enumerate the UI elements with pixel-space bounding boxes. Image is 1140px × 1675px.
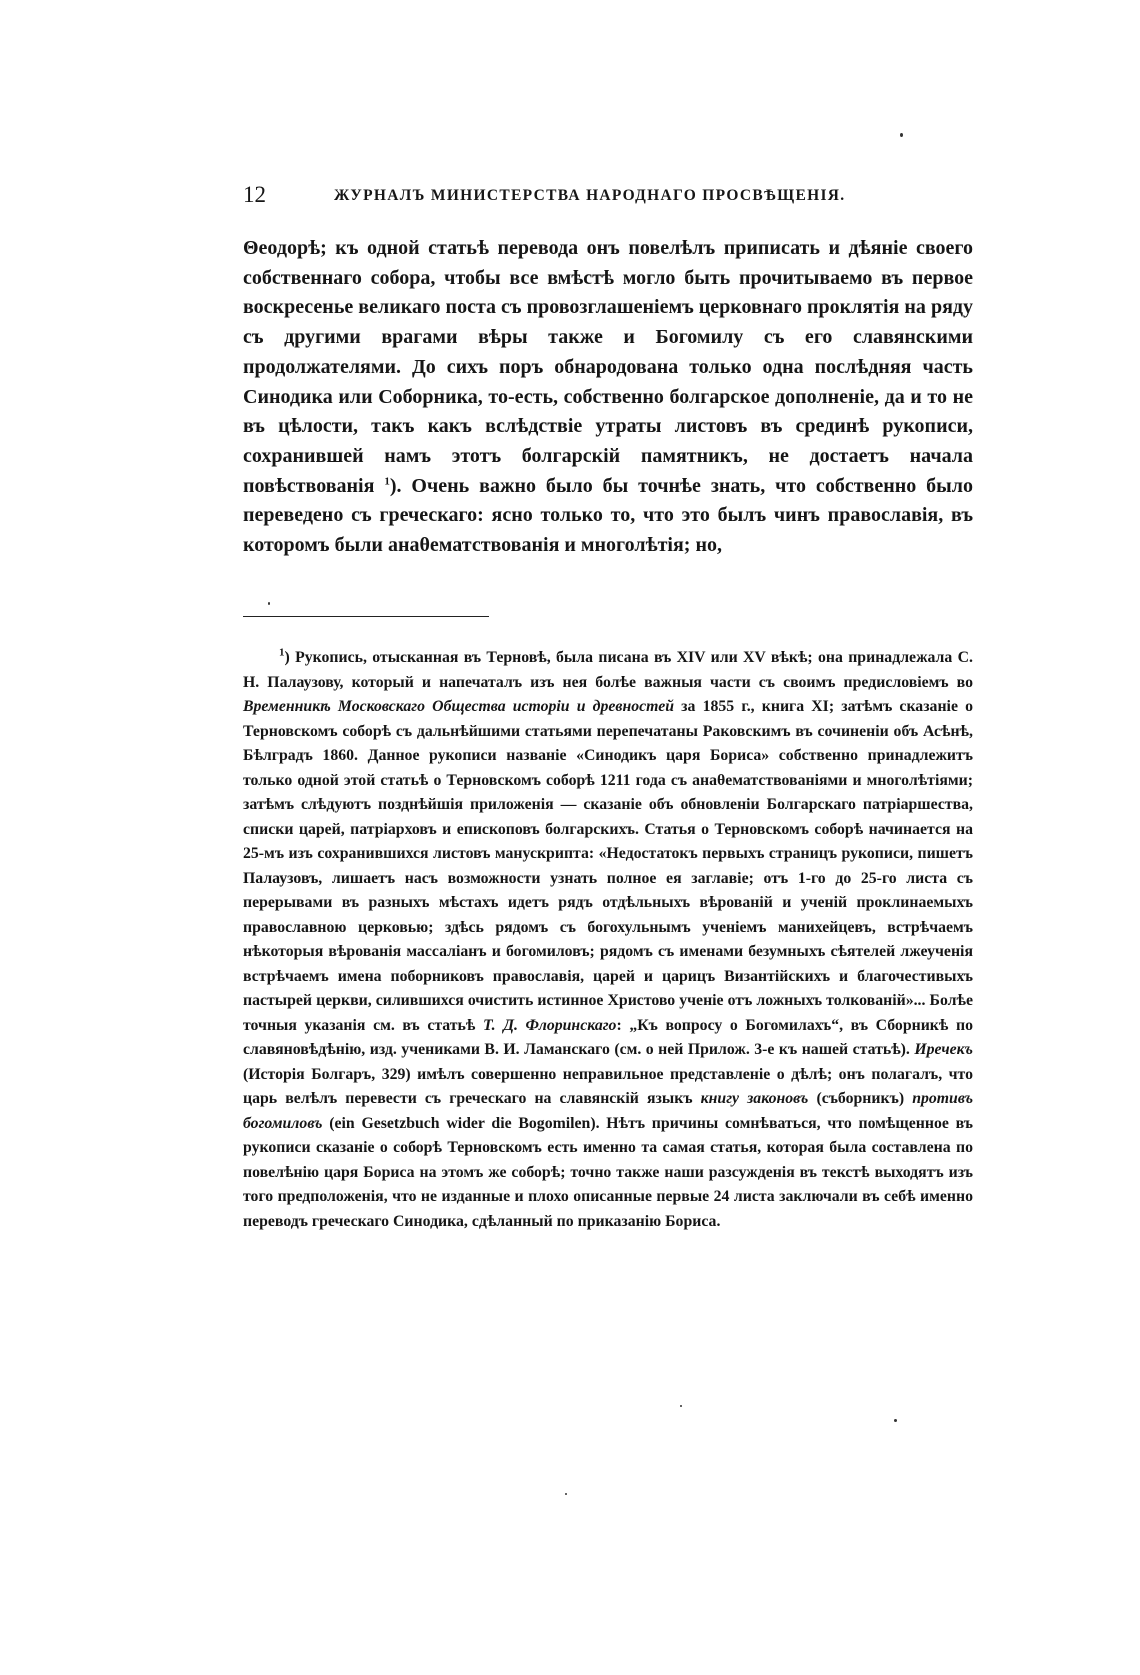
footnote-segment-italic: противъ богомиловъ xyxy=(243,1090,974,1132)
footnote-segment: (Исторія Болгаръ, 329) имѣлъ совершенно неправильное представленіе о дѣлѣ; онъ полагалъ, что царь велѣлъ перевести съ греческаго на славянскій языкъ xyxy=(243,1065,973,1107)
journal-title: ЖУРНАЛЪ МИНИСТЕРСТВА НАРОДНАГО ПРОСВѢЩЕНІЯ. xyxy=(334,187,846,204)
body-text: Θеодорѣ; къ одной статьѣ перевода онъ повелѣлъ приписать и дѣяніе своего собственнаго собора, чтобы все вмѣстѣ могло быть прочитываемо въ первое воскресенье великаго поста съ провозглашеніемъ церковнаго проклятія на ряду съ другими врагами вѣры также и Богомилу съ его славянскими продолжателями. До сихъ поръ обнародована только одна послѣдняя часть Синодика или Соборника, то-есть, собственно болгарское дополненіе, да и то не въ цѣлости, такъ какъ вслѣдствіе утраты листовъ въ срединѣ рукописи, сохранившей намъ этотъ болгарскій памятникъ, не достаетъ начала повѣствованія xyxy=(243,237,973,497)
footnote-reference: 1 xyxy=(384,474,390,487)
footnote-segment-italic: Т. Д. Флоринскаго xyxy=(483,1016,617,1034)
footnote-text xyxy=(243,646,973,1234)
footnote-segment-italic: Временникѣ Московскаго Общества исторіи и древностей xyxy=(243,698,675,715)
main-paragraph xyxy=(243,234,973,561)
footnote-segment: ) Рукопись, отысканная въ Терновѣ, была писана въ XIV или XV вѣкѣ; она принадлежала С. Н. Палаузову, который и напечаталъ изъ нея болѣе важныя части съ своимъ предисловіемъ во xyxy=(243,649,973,691)
main-paragraph-text xyxy=(243,234,973,561)
footnote xyxy=(243,646,973,1234)
scan-speck xyxy=(900,133,903,137)
running-header xyxy=(243,182,973,212)
footnote-segment: (ein Gesetzbuch wider die Bogomilen). Нѣтъ причины сомнѣваться, что помѣщенное въ рукописи сказаніе о соборѣ Терновскомъ есть именно та самая статья, которая была составлена по повелѣнію царя Бориса на этомъ же соборѣ; точно также наши разсужденія въ текстѣ выходятъ изъ того предположенія, что не изданные и плохо описанные первые 24 листа заключали въ себѣ именно переводъ греческаго Синодика, сдѣланный по приказанію Бориса. xyxy=(243,1114,973,1230)
scan-speck xyxy=(680,1405,682,1407)
footnote-segment: (съборникъ) xyxy=(808,1090,913,1107)
footnote-segment-italic: книгу законовъ xyxy=(700,1090,809,1107)
footnote-segment: : „Къ вопросу о Богомилахъ“, въ Сборникѣ по славяновѣдѣнію, изд. учениками В. И. Ламанскаго (см. о ней Прилож. 3-е къ нашей статьѣ). xyxy=(243,1016,973,1058)
footnote-segment-italic: Иречекъ xyxy=(914,1041,973,1058)
footnote-segment: за 1855 г., книга XI; затѣмъ сказаніе о Терновскомъ соборѣ съ дальнѣйшими статьями перепечатаны Раковскимъ въ сочиненіи объ Асѣнѣ, Бѣлградъ 1860. Данное рукописи названіе «Синодикъ царя Бориса» собственно принадлежитъ только одной этой статьѣ о Терновскомъ соборѣ 1211 года съ анаθематствованіями и многолѣтіями; затѣмъ слѣдуютъ позднѣйшія приложенія — сказаніе объ обновленіи Болгарскаго патріаршества, списки царей, патріарховъ и епископовъ болгарскихъ. Статья о Терновскомъ соборѣ начинается на 25-мъ изъ сохранившихся листовъ манускрипта: «Недостатокъ первыхъ страницъ рукописи, пишетъ Палаузовъ, лишаетъ насъ возможности узнать полное ея заглавіе; отъ 1-го до 25-го листа съ перерывами въ разныхъ мѣстахъ идетъ рядъ отдѣльныхъ вѣрованій и ученій проклинаемыхъ православною церковью; здѣсь рядомъ съ богохульнымъ ученіемъ манихейцевъ, встрѣчаемъ нѣкоторыя вѣрованія массаліанъ и богомиловъ; рядомъ съ именами безумныхъ сѣятелей лжеученія встрѣчаемъ имена поборниковъ православія, царей и царицъ Византійскихъ и благочестивыхъ пастырей церкви, силившихся очистить истинное Христово ученіе отъ ложныхъ толкованій»... Болѣе точныя указанія см. въ статьѣ xyxy=(243,698,974,1034)
scan-speck xyxy=(268,602,270,605)
body-text-continued: ). Очень важно было бы точнѣе знать, что собственно было переведено съ греческаго: ясно только то, что это былъ чинъ православія, въ которомъ были анаθематствованія и многолѣтія; но, xyxy=(243,474,973,557)
page-number: 12 xyxy=(243,182,266,207)
footnote-divider xyxy=(243,616,489,617)
scan-speck xyxy=(565,1493,567,1495)
footnote-marker: 1 xyxy=(279,646,285,659)
scan-speck xyxy=(894,1419,897,1422)
